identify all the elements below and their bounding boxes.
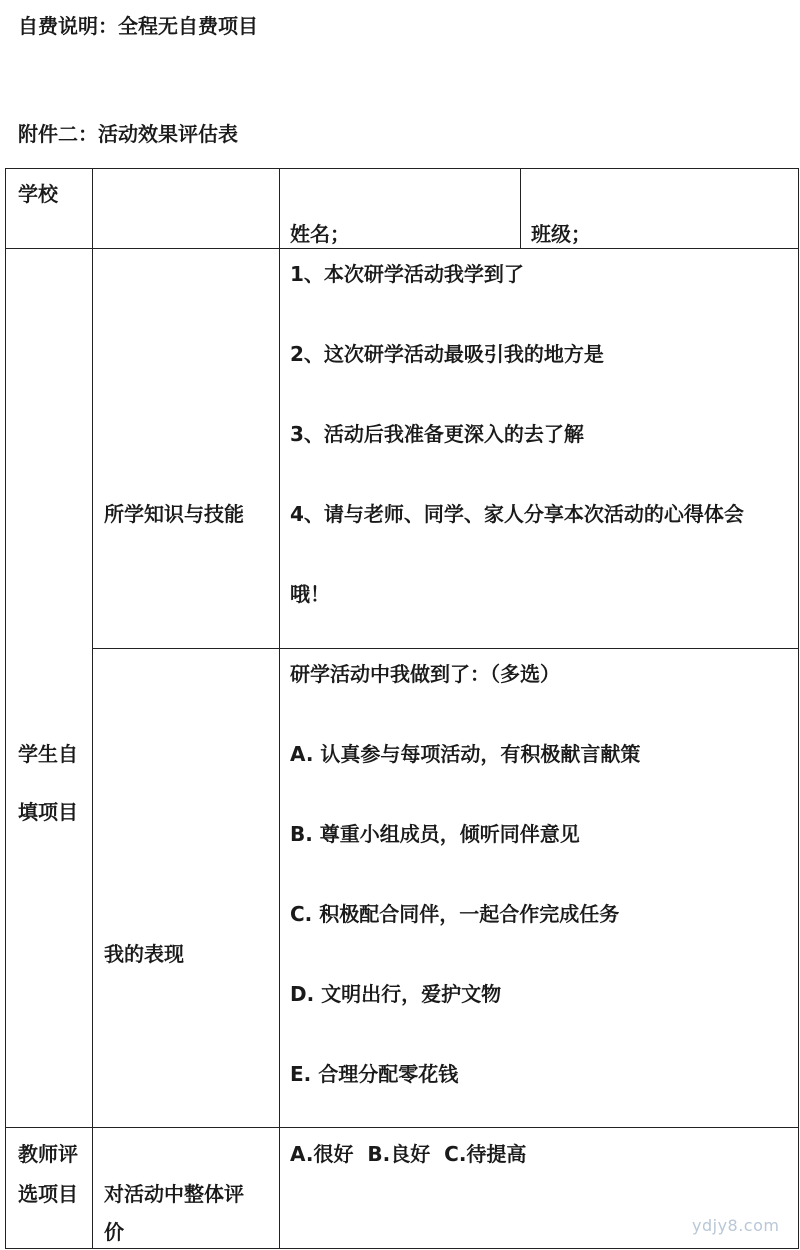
knowledge-item: 2、这次研学活动最吸引我的地方是 [290,342,604,366]
knowledge-item: 4、请与老师、同学、家人分享本次活动的心得体会 [290,502,744,526]
performance-option: C. 积极配合同伴，一起合作完成任务 [290,902,620,926]
table-border-top [5,168,799,169]
attachment-title: 附件二：活动效果评估表 [18,122,238,146]
fee-note: 自费说明：全程无自费项目 [18,14,258,38]
table-border-bottom [5,1248,799,1249]
performance-option: D. 文明出行，爱护文物 [290,982,502,1006]
watermark: ydjy8.com [692,1216,780,1235]
name-field-label: 姓名； [290,222,350,246]
overall-label: 价 [104,1220,124,1244]
table-border-right [798,168,799,1249]
school-label: 学校 [18,182,58,206]
performance-option: B. 尊重小组成员，倾听同伴意见 [290,822,580,846]
student-section-label: 学生自 [18,742,78,766]
performance-label: 我的表现 [104,942,184,966]
table-row-divider [5,248,799,249]
knowledge-item: 哦！ [290,582,330,606]
table-col-divider [92,168,93,1249]
table-row-divider [92,648,799,649]
performance-heading: 研学活动中我做到了：（多选） [290,662,560,686]
knowledge-label: 所学知识与技能 [104,502,244,526]
class-field-label: 班级； [531,222,591,246]
performance-option: E. 合理分配零花钱 [290,1062,459,1086]
table-row-divider [5,1127,799,1128]
overall-ratings: A.很好 B.良好 C.待提高 [290,1142,527,1166]
knowledge-item: 1、本次研学活动我学到了 [290,262,524,286]
performance-option: A. 认真参与每项活动，有积极献言献策 [290,742,641,766]
student-section-label: 填项目 [18,800,78,824]
knowledge-item: 3、活动后我准备更深入的去了解 [290,422,584,446]
table-col-divider [520,168,521,249]
table-border-left [5,168,6,1249]
table-col-divider [279,168,280,1249]
teacher-section-label: 教师评 [18,1142,78,1166]
teacher-section-label: 选项目 [18,1182,78,1206]
overall-label: 对活动中整体评 [104,1182,244,1206]
